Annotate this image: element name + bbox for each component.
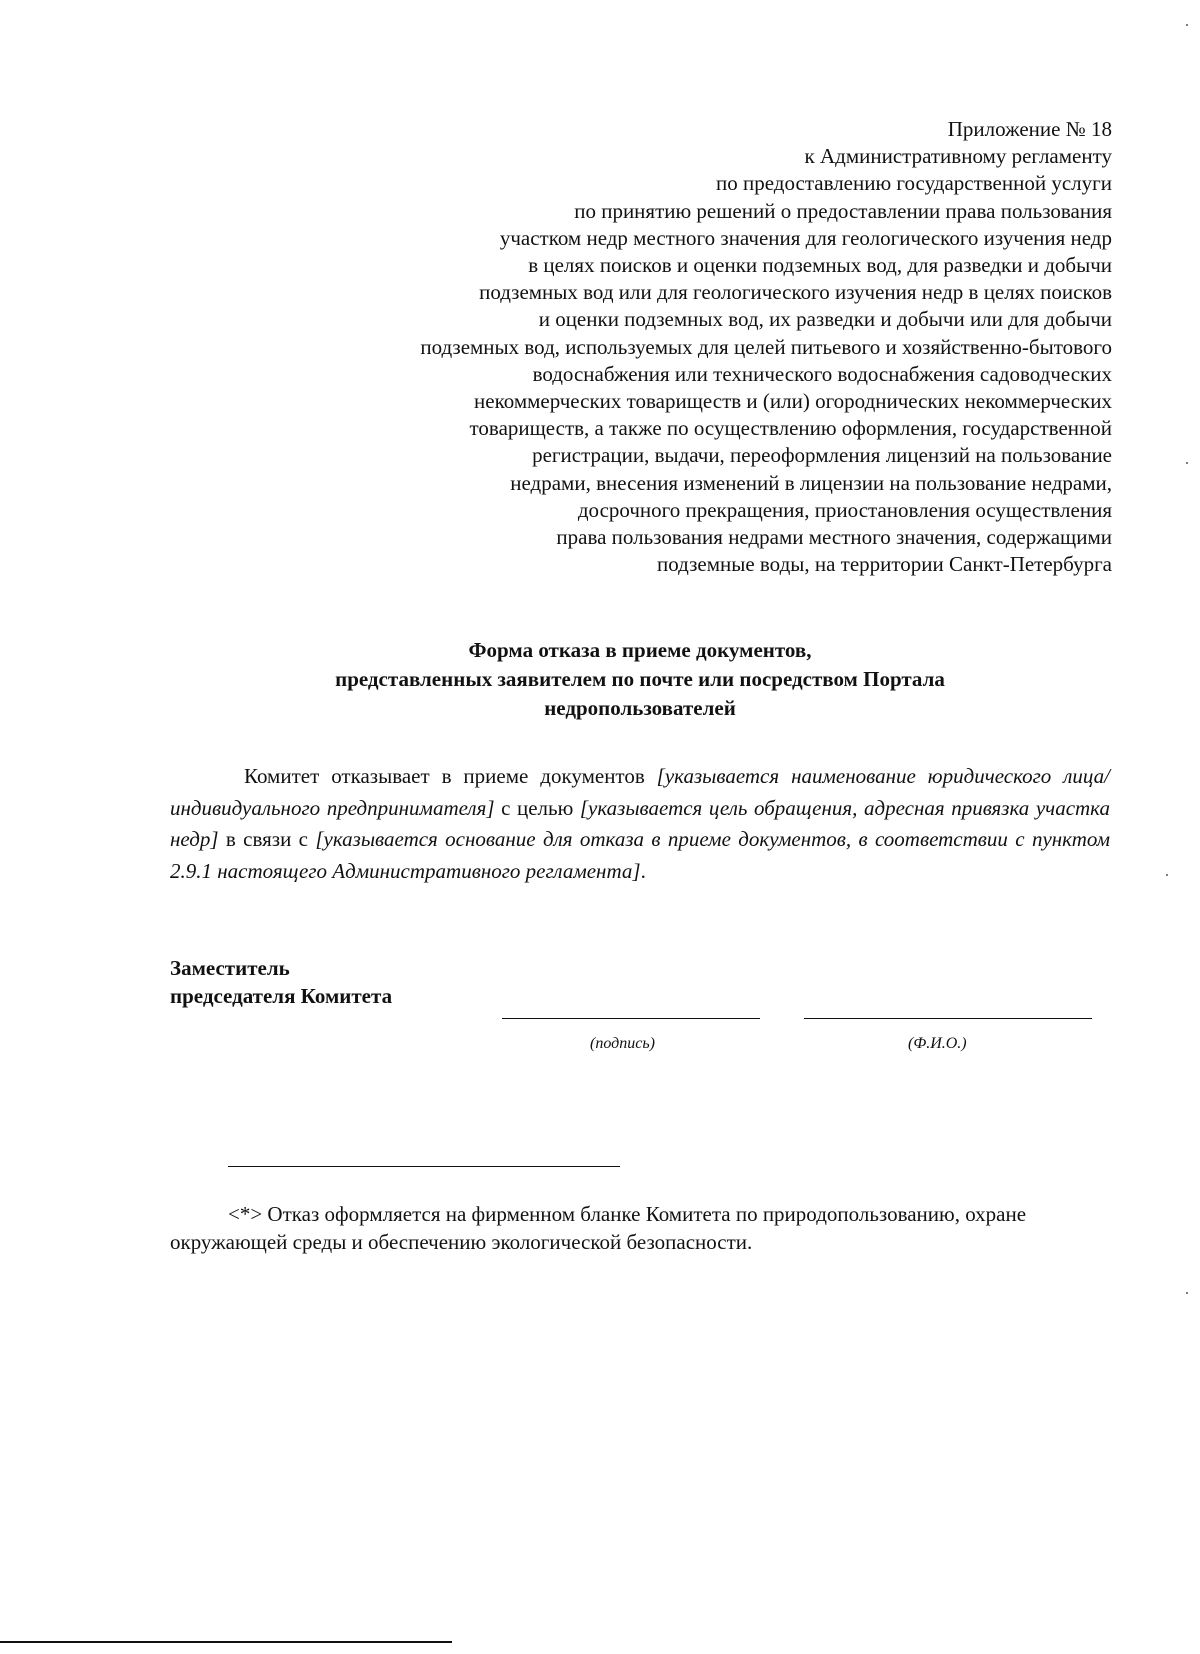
appendix-line: права пользования недрами местного значения, содержащими (556, 525, 1112, 550)
scan-speck (1166, 874, 1168, 876)
appendix-line: некоммерческих товариществ и (или) огороднических некоммерческих (474, 389, 1112, 414)
refusal-reason-placeholder: [указывается основание для отказа в приеме документов, в соответствии с пунктом 2.9.1 настоящего Административного регламента] (170, 827, 1110, 883)
signatory-title: Заместитель (170, 956, 290, 980)
applicant-name-placeholder: [указывается наименование юридического лица/индивидуального предпринимателя] (170, 764, 1110, 820)
scan-speck (1186, 462, 1188, 464)
appendix-line: по предоставлению государственной услуги (716, 171, 1112, 196)
signatory-title: председателя Комитета (170, 984, 393, 1008)
form-title (170, 636, 1110, 723)
signature-line (502, 1018, 760, 1019)
appendix-line: и оценки подземных вод, их разведки и добычи или для добычи (538, 307, 1112, 332)
appendix-line: подземные воды, на территории Санкт-Петербурга (657, 552, 1112, 577)
fio-caption: (Ф.И.О.) (908, 1035, 967, 1052)
signature-caption: (подпись) (590, 1035, 655, 1052)
request-purpose-placeholder: [указывается цель обращения, адресная привязка участка недр] (170, 795, 1110, 851)
signatory-block (170, 954, 392, 1010)
scan-speck (1186, 24, 1188, 26)
body-text-segment: с целью (494, 795, 580, 820)
appendix-line: к Административному регламенту (804, 144, 1112, 169)
scan-speck (1186, 1292, 1188, 1294)
form-title-line: Форма отказа в приеме документов, (468, 638, 812, 662)
form-title-line: представленных заявителем по почте или посредством Портала (335, 667, 945, 691)
scan-edge-mark (0, 1641, 452, 1643)
appendix-header (212, 116, 1112, 578)
appendix-line: в целях поисков и оценки подземных вод, для разведки и добычи (528, 253, 1112, 278)
appendix-line: регистрации, выдачи, переоформления лицензий на пользование (532, 443, 1112, 468)
form-title-line: недропользователей (544, 696, 736, 720)
appendix-line: водоснабжения или технического водоснабжения садоводческих (532, 361, 1112, 386)
appendix-line: подземных вод, используемых для целей питьевого и хозяйственно-бытового (420, 334, 1112, 359)
appendix-line: Приложение № 18 (947, 117, 1112, 141)
body-text-segment: . (640, 858, 646, 883)
footnote-divider (228, 1166, 620, 1167)
fio-line (804, 1018, 1092, 1019)
appendix-line: участком недр местного значения для геологического изучения недр (499, 225, 1112, 250)
appendix-line: досрочного прекращения, приостановления осуществления (577, 497, 1112, 522)
body-text-segment: Комитет отказывает в приеме документов (244, 764, 657, 788)
body-text-segment: в связи с (218, 827, 316, 851)
appendix-line: подземных вод или для геологического изучения недр в целях поисков (479, 280, 1112, 305)
appendix-line: недрами, внесения изменений в лицензии на пользование недрами, (510, 470, 1112, 495)
refusal-paragraph (170, 761, 1110, 887)
appendix-line: товариществ, а также по осуществлению оформления, государственной (469, 416, 1112, 441)
footnote: <*> Отказ оформляется на фирменном бланке Комитета по природопользованию, охране окружающей среды и обеспечению экологической безопасности. (170, 1202, 1027, 1254)
appendix-line: по принятию решений о предоставлении права пользования (574, 198, 1112, 223)
